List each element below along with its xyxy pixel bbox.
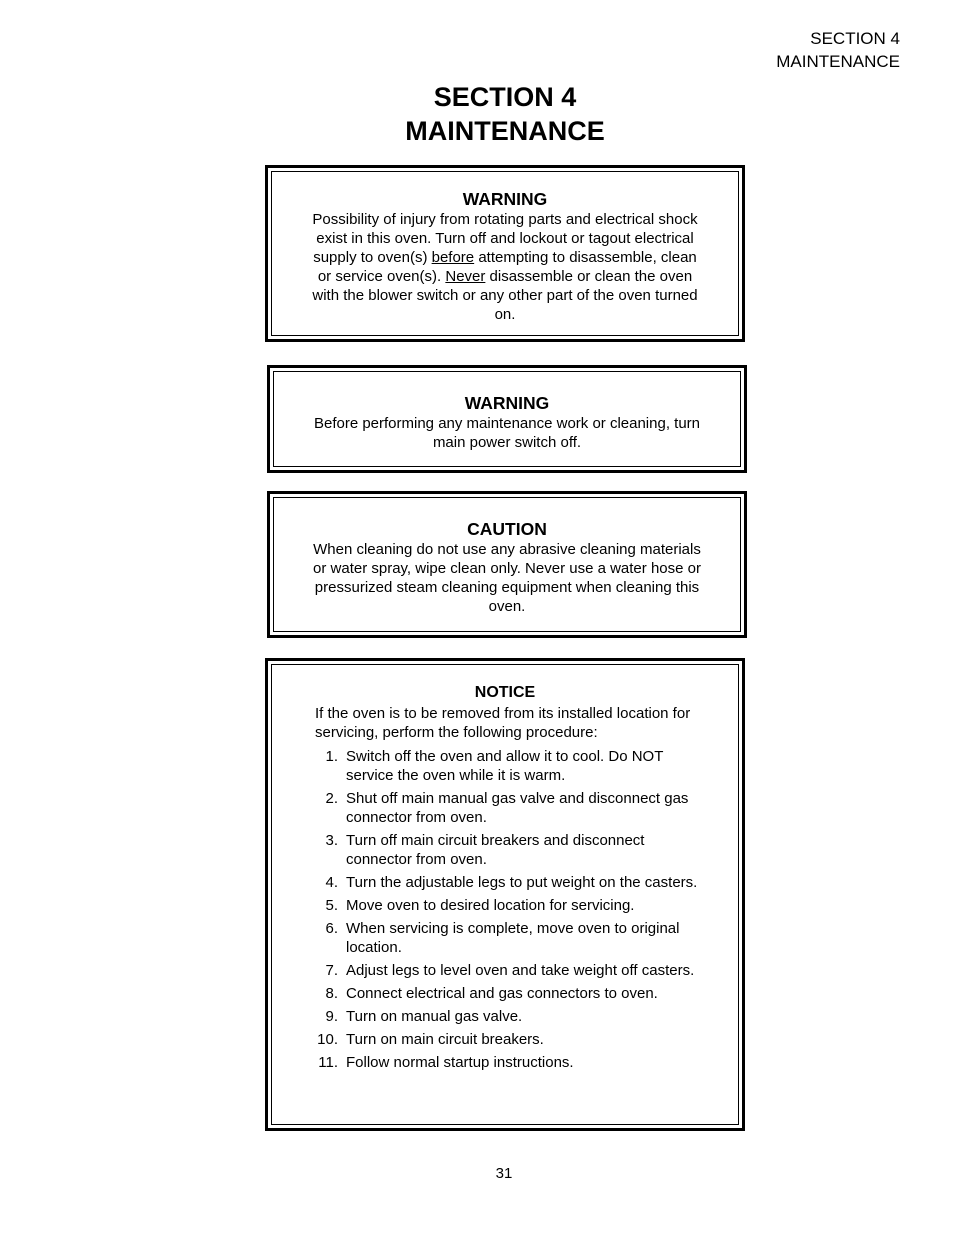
notice-title: NOTICE — [474, 684, 536, 701]
procedure-step-text: Turn off main circuit breakers and disconnect connector from oven. — [346, 832, 645, 868]
procedure-step — [272, 1030, 706, 1049]
procedure-step-number: 5. — [325, 897, 338, 914]
procedure-step — [272, 961, 706, 980]
running-header-title: MAINTENANCE — [776, 52, 900, 71]
caution-box-inner — [273, 497, 741, 632]
procedure-step-text: Turn on manual gas valve. — [346, 1008, 523, 1025]
warning-box-safety — [265, 165, 745, 342]
procedure-step-number: 7. — [325, 962, 338, 979]
procedure-step — [272, 896, 706, 915]
procedure-step-number: 3. — [325, 832, 338, 849]
warning-emphasis-never: Never — [445, 268, 486, 285]
caution-box — [267, 491, 747, 638]
procedure-step-number: 4. — [325, 874, 338, 891]
warning-text — [310, 210, 700, 324]
procedure-step-text: Adjust legs to level oven and take weight off casters. — [346, 962, 695, 979]
warning-text-part-b: attempting to disassemble, clean or service oven(s). — [317, 249, 697, 285]
notice-box — [265, 658, 745, 1131]
procedure-step-text: Shut off main manual gas valve and disconnect gas connector from oven. — [346, 790, 689, 826]
procedure-step-number: 2. — [325, 790, 338, 807]
procedure-step — [272, 873, 706, 892]
warning-text: Before performing any maintenance work or cleaning, turn main power switch off. — [313, 415, 701, 451]
procedure-step-text: Follow normal startup instructions. — [346, 1054, 574, 1071]
warning-box-power — [267, 365, 747, 473]
procedure-step-number: 8. — [325, 985, 338, 1002]
procedure-step — [272, 919, 706, 957]
procedure-step-text: Turn on main circuit breakers. — [346, 1031, 544, 1048]
running-header-section: SECTION 4 — [810, 29, 900, 48]
procedure-step-number: 1. — [325, 748, 338, 765]
page-title — [0, 80, 954, 148]
warning-box-power-inner — [273, 371, 741, 467]
warning-text-part-a: Possibility of injury from rotating parts and electrical shock exist in this oven. Turn off and lockout or tagout electrical supply to oven(s) — [312, 211, 698, 266]
procedure-step — [272, 984, 706, 1003]
procedure-step-text: Turn the adjustable legs to put weight on the casters. — [346, 874, 698, 891]
page-title-name: MAINTENANCE — [405, 116, 605, 146]
caution-text: When cleaning do not use any abrasive cleaning materials or water spray, wipe clean only. Never use a water hose or pressurized steam cleaning equipment when cleaning this oven. — [313, 541, 701, 615]
procedure-step-number: 11. — [318, 1054, 338, 1071]
procedure-step-number: 9. — [325, 1008, 338, 1025]
procedure-step-number: 10. — [317, 1031, 338, 1048]
procedure-step — [272, 789, 706, 827]
procedure-list — [272, 747, 738, 1072]
procedure-step — [272, 1053, 706, 1072]
warning-title: WARNING — [462, 189, 548, 209]
procedure-step-text: Move oven to desired location for servicing. — [346, 897, 635, 914]
notice-intro: If the oven is to be removed from its installed location for servicing, perform the following procedure: — [315, 705, 691, 741]
warning-title: WARNING — [464, 393, 550, 413]
running-header — [776, 27, 900, 73]
procedure-step — [272, 831, 706, 869]
page-number: 31 — [495, 1165, 513, 1182]
warning-emphasis-before: before — [431, 249, 475, 266]
warning-box-safety-inner — [271, 171, 739, 336]
procedure-step — [272, 747, 706, 785]
procedure-step-text: When servicing is complete, move oven to original location. — [346, 920, 680, 956]
notice-box-inner — [271, 664, 739, 1125]
procedure-step — [272, 1007, 706, 1026]
procedure-step-text: Connect electrical and gas connectors to oven. — [346, 985, 658, 1002]
page-title-section: SECTION 4 — [433, 82, 577, 112]
warning-text-part-c: disassemble or clean the oven with the blower switch or any other part of the oven turned on. — [312, 268, 698, 323]
caution-title: CAUTION — [467, 519, 547, 539]
procedure-step-text: Switch off the oven and allow it to cool. Do NOT service the oven while it is warm. — [346, 748, 664, 784]
procedure-step-number: 6. — [325, 920, 338, 937]
